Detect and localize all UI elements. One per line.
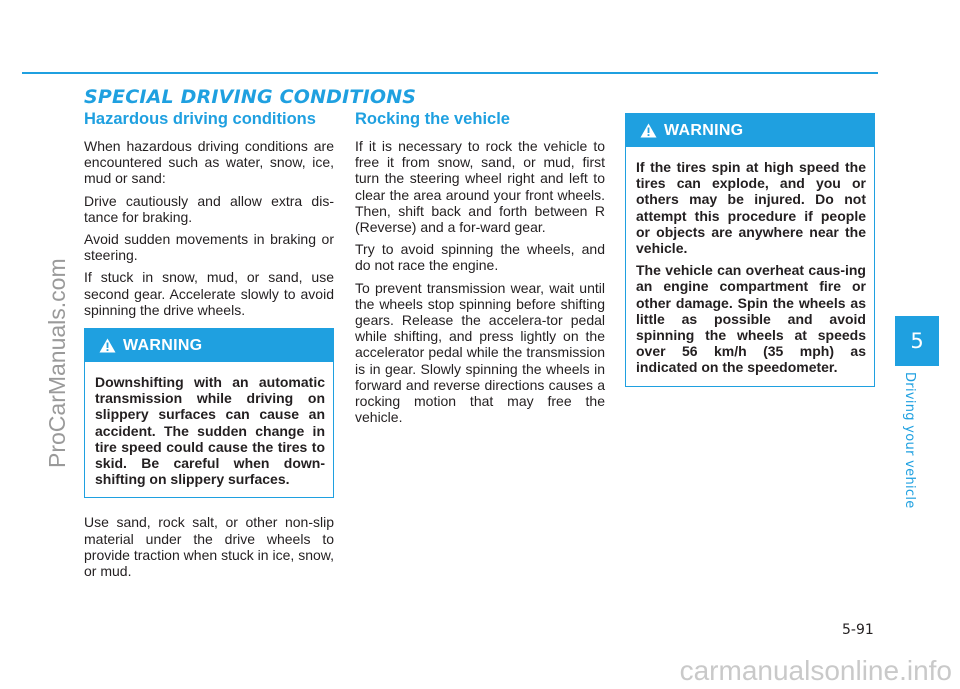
hazardous-after-warning: Use sand, rock salt, or other non-slip material under the drive wheels to provide traction when stuck in ice, snow, or mud. bbox=[84, 514, 334, 580]
hazardous-paragraph: Avoid sudden movements in braking or steering. bbox=[84, 231, 334, 264]
hazardous-paragraph: Drive cautiously and allow extra dis-tance for braking. bbox=[84, 192, 334, 225]
warning-label: WARNING bbox=[664, 121, 744, 139]
chapter-label: Driving your vehicle bbox=[902, 372, 917, 509]
warning-body bbox=[85, 362, 333, 497]
warning-header bbox=[85, 329, 333, 362]
watermark-bottom: carmanualsonline.info bbox=[679, 655, 952, 686]
warning-label: WARNING bbox=[123, 336, 203, 354]
warning-box-downshifting bbox=[84, 328, 334, 498]
warning-text: Downshifting with an automatic transmission while driving on slippery surfaces can cause an accident. The sudden change in tire speed could cause the tires to skid. Be careful when down-shifting on slippery surfaces. bbox=[95, 374, 325, 488]
hazardous-paragraph: If stuck in snow, mud, or sand, use second gear. Accelerate slowly to avoid spinning the drive wheels. bbox=[84, 269, 334, 318]
hazardous-paragraph: When hazardous driving conditions are encountered such as water, snow, ice, mud or sand: bbox=[84, 138, 334, 187]
section-title: SPECIAL DRIVING CONDITIONS bbox=[84, 86, 417, 108]
column-warning bbox=[625, 113, 875, 387]
warning-header bbox=[626, 114, 874, 147]
rocking-paragraph: To prevent transmission wear, wait until the wheels stop spinning before shifting gears. Release the accelera-tor pedal while shifting, and press lightly on the accelerator pedal while the transmission is in gear. Slowly spinning the wheels in forward and reverse directions causes a rocking motion that may free the vehicle. bbox=[355, 279, 605, 426]
hazardous-heading: Hazardous driving conditions bbox=[84, 110, 316, 128]
warning-text: The vehicle can overheat caus-ing an engine compartment fire or other damage. Spin the wheels as little as possible and avoid spinning the wheels at speeds over 56 km/h (35 mph) as indicated on the speedometer. bbox=[636, 262, 866, 376]
warning-triangle-icon bbox=[640, 123, 657, 138]
warning-text: If the tires spin at high speed the tires can explode, and you or others may be injured. Do not attempt this procedure if people or objects are anywhere near the vehicle. bbox=[636, 159, 866, 257]
rocking-paragraph: If it is necessary to rock the vehicle to free it from snow, sand, or mud, first turn the steering wheel right and left to clear the area around your front wheels. Then, shift back and forth between R (Reverse) and a for-ward gear. bbox=[355, 138, 605, 236]
warning-triangle-icon bbox=[99, 338, 116, 353]
column-rocking bbox=[355, 110, 605, 431]
chapter-tab: 5 bbox=[895, 316, 939, 366]
rocking-heading: Rocking the vehicle bbox=[355, 110, 510, 128]
top-rule bbox=[22, 72, 878, 74]
rocking-paragraph: Try to avoid spinning the wheels, and do not race the engine. bbox=[355, 241, 605, 274]
watermark-left: ProCarManuals.com bbox=[44, 258, 70, 468]
column-hazardous bbox=[84, 110, 334, 585]
warning-box-tire-spin bbox=[625, 113, 875, 387]
warning-body bbox=[626, 147, 874, 386]
page-number: 5-91 bbox=[842, 622, 874, 638]
